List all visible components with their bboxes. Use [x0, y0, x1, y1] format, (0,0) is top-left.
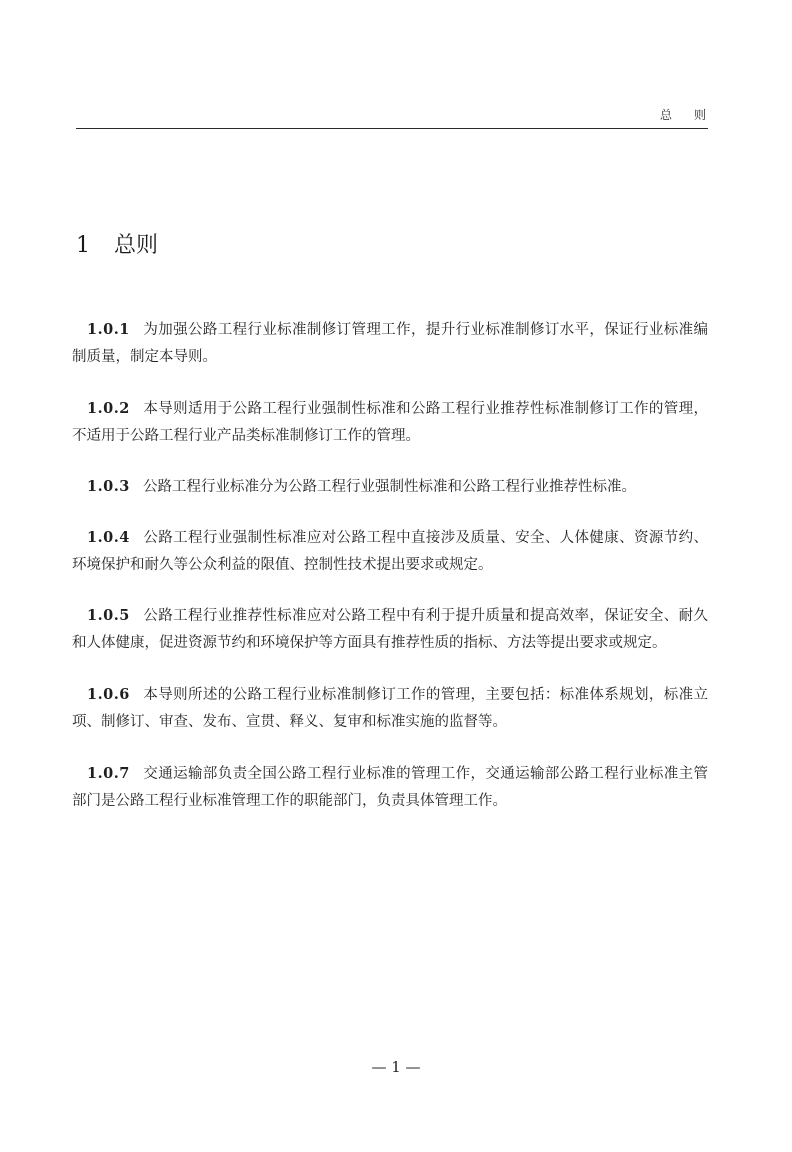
clause-number: 1.0.7: [87, 765, 130, 782]
clause-number: 1.0.6: [87, 686, 130, 703]
clause-text: 交通运输部负责全国公路工程行业标准的管理工作，交通运输部公路工程行业标准主管部门是公路工程行业标准管理工作的职能部门，负责具体管理工作。: [72, 766, 708, 809]
clause-text: 公路工程行业标准分为公路工程行业强制性标准和公路工程行业推荐性标准。: [143, 479, 636, 495]
clause-number: 1.0.3: [87, 478, 130, 495]
clause-1-0-5: [72, 602, 708, 657]
chapter-number: 1: [76, 232, 90, 258]
clause-text: 公路工程行业强制性标准应对公路工程中直接涉及质量、安全、人体健康、资源节约、环境保护和耐久等公众利益的限值、控制性技术提出要求或规定。: [72, 530, 708, 573]
clause-1-0-6: [72, 681, 708, 736]
clause-1-0-4: [72, 524, 708, 579]
clause-number: 1.0.5: [87, 607, 130, 624]
clause-1-0-1: [72, 316, 708, 371]
clause-number: 1.0.2: [87, 400, 130, 417]
page-number: — 1 —: [371, 1058, 421, 1076]
clause-text: 为加强公路工程行业标准制修订管理工作，提升行业标准制修订水平，保证行业标准编制质量，制定本导则。: [72, 322, 708, 365]
clause-1-0-3: [72, 473, 708, 501]
running-header-title: 总则: [659, 108, 728, 122]
clause-number: 1.0.1: [87, 321, 130, 338]
clause-text: 公路工程行业推荐性标准应对公路工程中有利于提升质量和提高效率，保证安全、耐久和人体健康，促进资源节约和环境保护等方面具有推荐性质的指标、方法等提出要求或规定。: [72, 608, 708, 651]
clause-1-0-2: [72, 395, 708, 450]
clause-1-0-7: [72, 760, 708, 815]
clause-text: 本导则所述的公路工程行业标准制修订工作的管理，主要包括：标准体系规划，标准立项、制修订、审查、发布、宣贯、释义、复审和标准实施的监督等。: [72, 687, 708, 730]
chapter-title-text: 总则: [114, 232, 159, 258]
chapter-heading: [76, 228, 158, 259]
clause-list: [72, 316, 708, 815]
clause-text: 本导则适用于公路工程行业强制性标准和公路工程行业推荐性标准制修订工作的管理，不适用于公路工程行业产品类标准制修订工作的管理。: [72, 401, 708, 444]
running-header: [76, 106, 728, 129]
clause-number: 1.0.4: [87, 529, 130, 546]
